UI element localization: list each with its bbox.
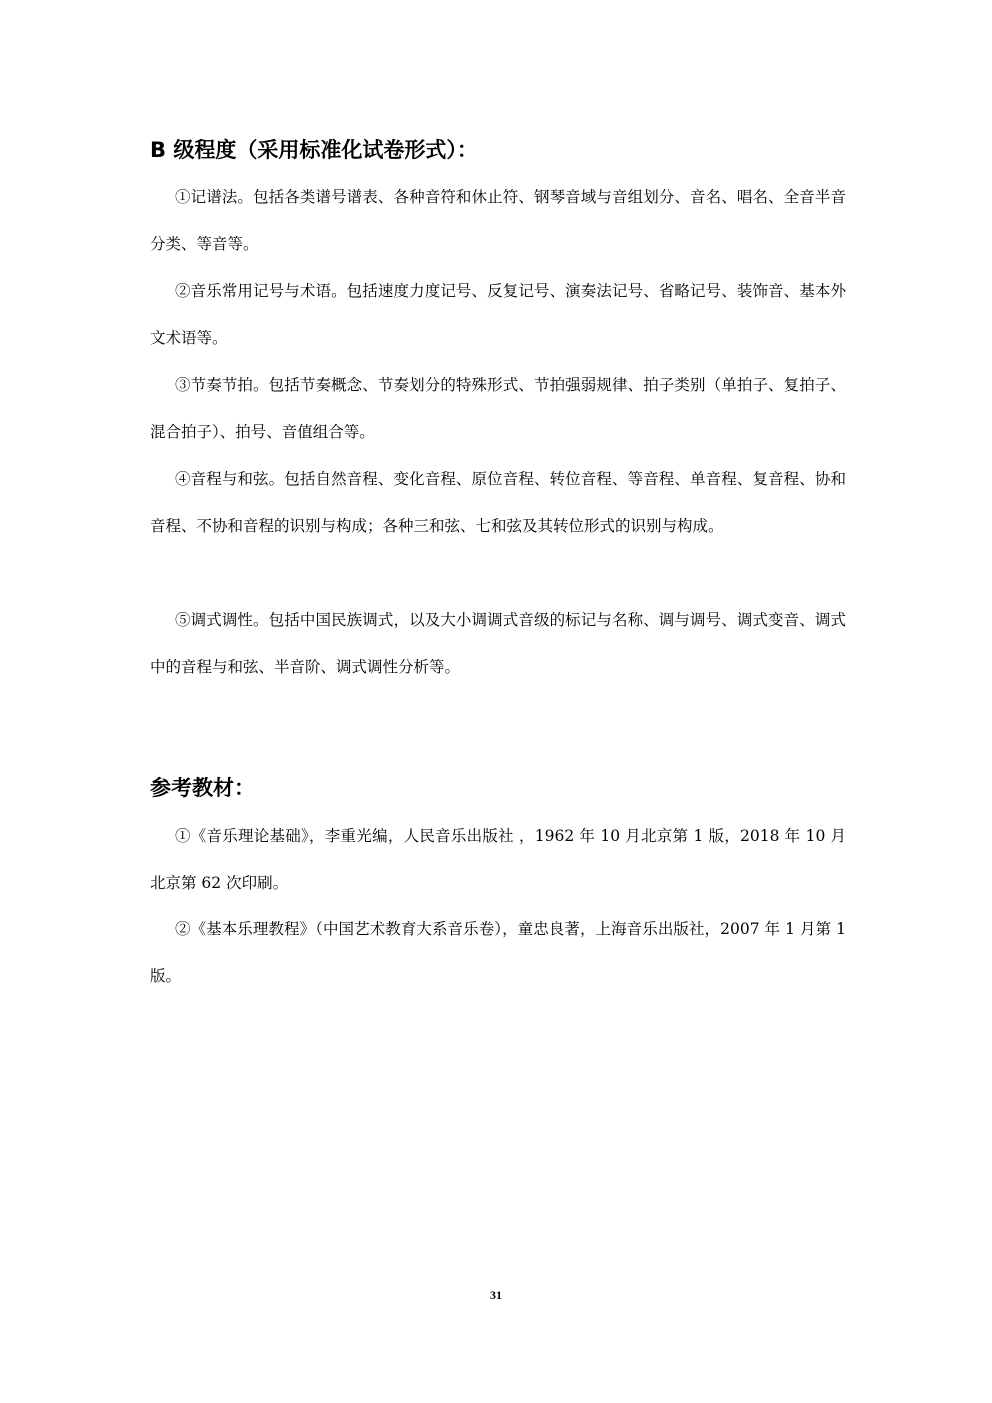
section-b-item-notation: ①记谱法。包括各类谱号谱表、各种音符和休止符、钢琴音域与音组划分、音名、唱名、全音半音分类、等音等。 [150, 188, 846, 253]
reference-item-1: ①《音乐理论基础》，李重光编，人民音乐出版社 ，1962 年 10 月北京第 1 版，2018 年 10 月北京第 62 次印刷。 [150, 827, 846, 892]
reference-item-2: ②《基本乐理教程》（中国艺术教育大系音乐卷），童忠良著，上海音乐出版社，2007 年 1 月第 1 版。 [150, 920, 846, 985]
section-b-heading: B 级程度（采用标准化试卷形式）： [150, 138, 478, 162]
section-b-item-symbols-terms: ②音乐常用记号与术语。包括速度力度记号、反复记号、演奏法记号、省略记号、装饰音、基本外文术语等。 [150, 282, 846, 347]
section-b-item-rhythm-meter: ③节奏节拍。包括节奏概念、节奏划分的特殊形式、节拍强弱规律、拍子类别（单拍子、复拍子、混合拍子）、拍号、音值组合等。 [150, 376, 846, 441]
references-heading: 参考教材： [150, 776, 255, 800]
section-b-item-modes-tonality: ⑤调式调性。包括中国民族调式，以及大小调调式音级的标记与名称、调与调号、调式变音、调式中的音程与和弦、半音阶、调式调性分析等。 [150, 611, 846, 676]
page-number: 31 [490, 1288, 502, 1302]
section-b-item-intervals-chords: ④音程与和弦。包括自然音程、变化音程、原位音程、转位音程、等音程、单音程、复音程、协和音程、不协和音程的识别与构成；各种三和弦、七和弦及其转位形式的识别与构成。 [150, 470, 846, 535]
